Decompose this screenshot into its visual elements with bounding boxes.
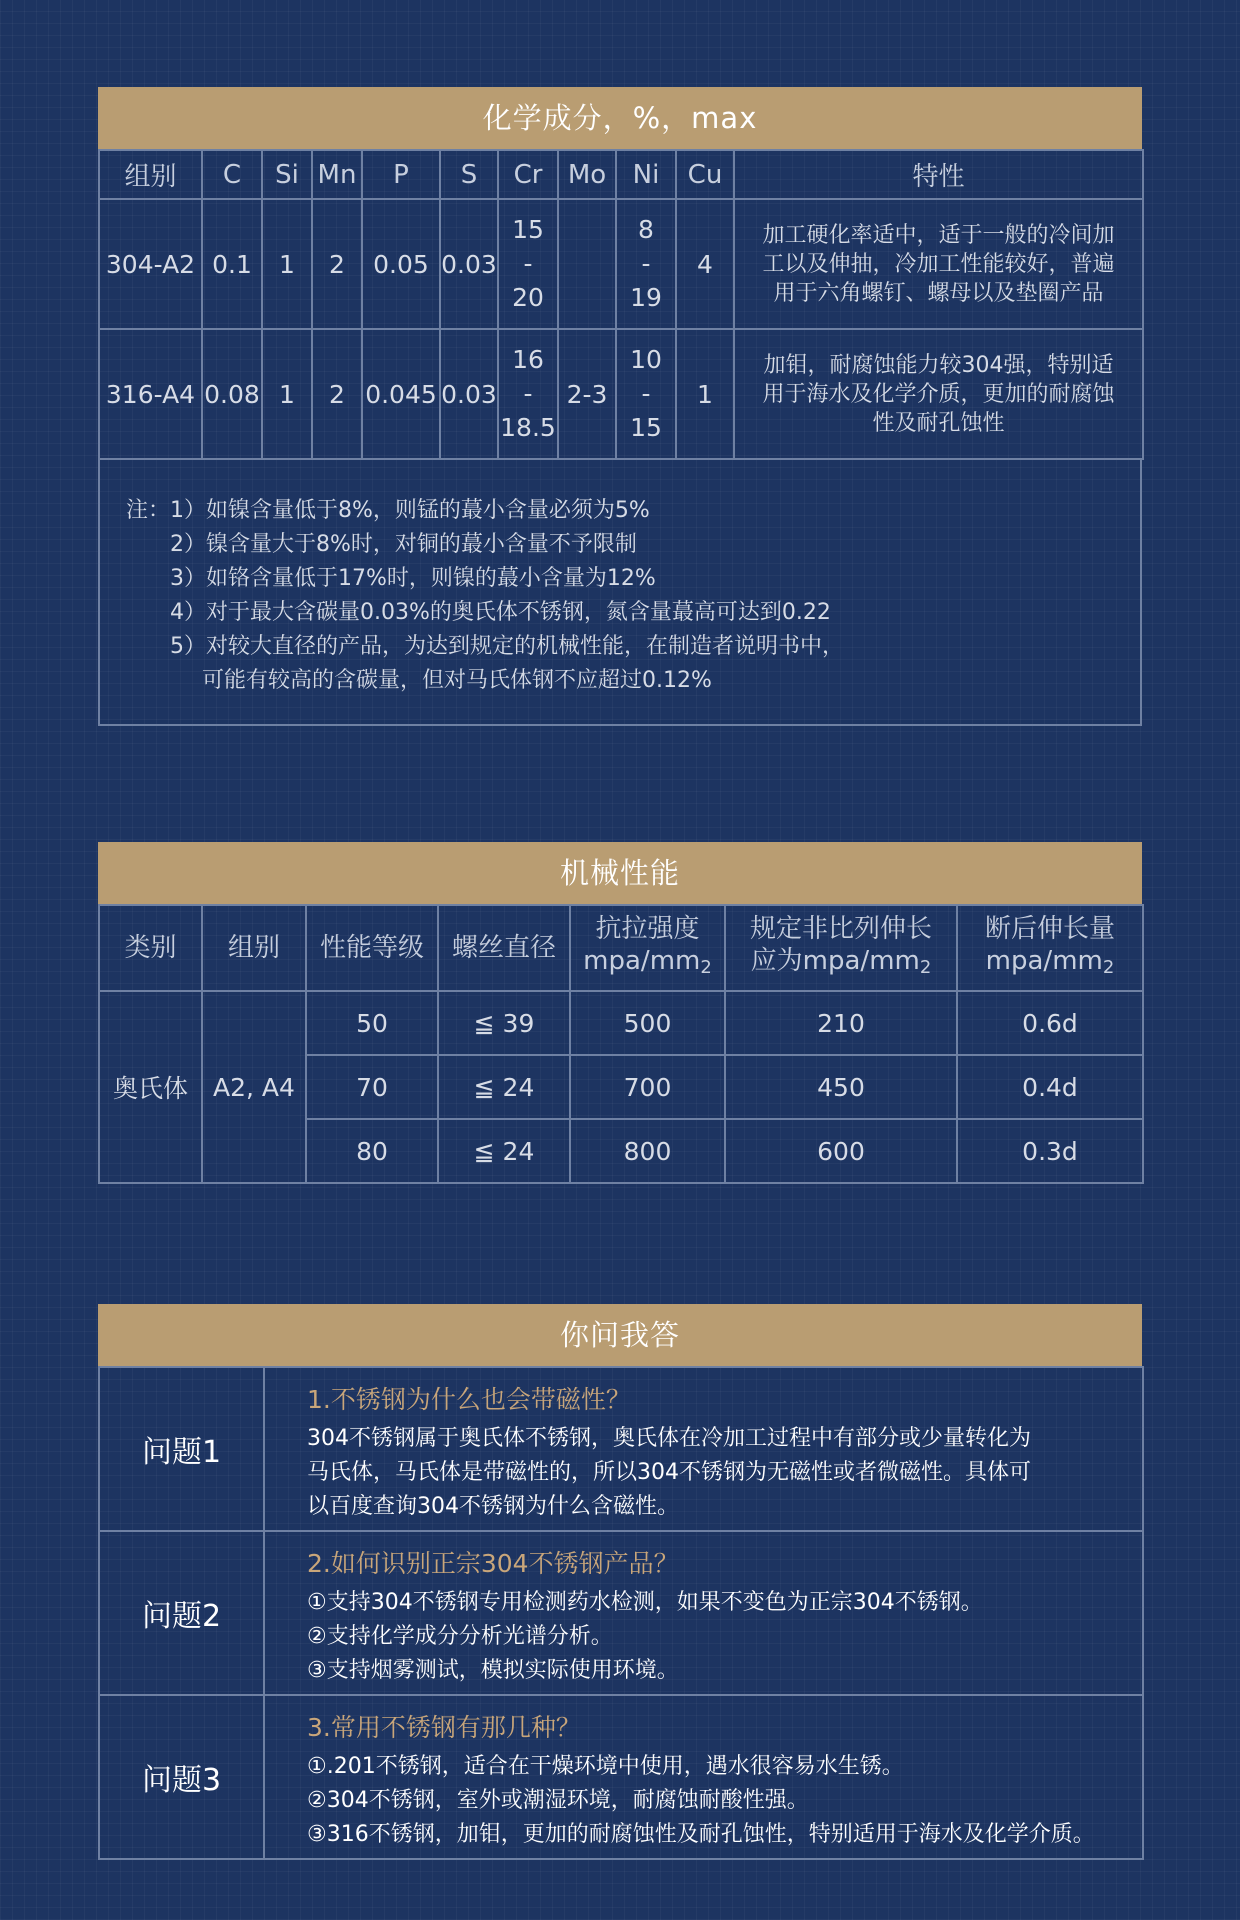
cell-cu: 1 [676, 329, 734, 459]
cell-feature: 加钼，耐腐蚀能力较304强，特别适 用于海水及化学介质，更加的耐腐蚀 性及耐孔蚀性 [734, 329, 1143, 459]
answer-line: ③支持烟雾测试，模拟实际使用环境。 [307, 1658, 679, 1683]
answer-line: 马氏体，马氏体是带磁性的，所以304不锈钢为无磁性或者微磁性。具体可 [307, 1460, 1031, 1485]
qa-row [99, 1367, 1143, 1531]
qa-row [99, 1531, 1143, 1695]
cell-grade: 50 [306, 991, 438, 1055]
cell-group: 304-A2 [99, 199, 202, 329]
cell-ni: 8 - 19 [616, 199, 676, 329]
cell-si: 1 [262, 329, 312, 459]
col-header-group: 组别 [202, 905, 306, 991]
cell-mo [558, 199, 616, 329]
cell-c: 0.08 [202, 329, 262, 459]
table-row [99, 199, 1143, 329]
question-title: 1.不锈钢为什么也会带磁性？ [307, 1385, 631, 1414]
cell-p: 0.045 [362, 329, 440, 459]
question-label: 问题2 [99, 1531, 264, 1695]
question-body [264, 1367, 1143, 1531]
col-header-elongation: 断后伸长量 mpa/$mm_2$ [957, 905, 1143, 991]
cell-mn: 2 [312, 329, 362, 459]
table-row [99, 329, 1143, 459]
mechanical-header-row [99, 905, 1143, 991]
chemical-table [98, 149, 1144, 460]
qa-row [99, 1695, 1143, 1859]
answer-line: ③316不锈钢，加钼，更加的耐腐蚀性及耐孔蚀性，特别适用于海水及化学介质。 [307, 1822, 1095, 1847]
note-line: 注：1）如镍含量低于8%，则锰的蕞小含量必须为5% [126, 494, 1140, 528]
cell-tensile: 800 [570, 1119, 725, 1183]
cell-diameter: ≦ 24 [438, 1055, 570, 1119]
col-header-mo: Mo [558, 150, 616, 199]
mechanical-section [98, 842, 1142, 1184]
cell-cu: 4 [676, 199, 734, 329]
note-line: 5）对较大直径的产品，为达到规定的机械性能，在制造者说明书中， [170, 634, 844, 659]
qa-section [98, 1304, 1142, 1860]
cell-elongation: 0.6d [957, 991, 1143, 1055]
question-body [264, 1695, 1143, 1859]
col-header-c: C [202, 150, 262, 199]
cell-diameter: ≦ 24 [438, 1119, 570, 1183]
cell-p: 0.05 [362, 199, 440, 329]
answer-line: ①支持304不锈钢专用检测药水检测，如果不变色为正宗304不锈钢。 [307, 1590, 983, 1615]
question-title: 2.如何识别正宗304不锈钢产品？ [307, 1549, 679, 1578]
cell-feature: 加工硬化率适中，适于一般的冷间加 工以及伸抽，冷加工性能较好，普遍 用于六角螺钉、螺母以及垫圈产品 [734, 199, 1143, 329]
cell-elongation: 0.3d [957, 1119, 1143, 1183]
col-header-tensile: 抗拉强度 mpa/$mm_2$ [570, 905, 725, 991]
cell-cr: 15 - 20 [498, 199, 558, 329]
col-header-group: 组别 [99, 150, 202, 199]
cell-si: 1 [262, 199, 312, 329]
mechanical-table [98, 904, 1144, 1184]
question-title: 3.常用不锈钢有那几种？ [307, 1713, 581, 1742]
col-header-si: Si [262, 150, 312, 199]
col-header-mn: Mn [312, 150, 362, 199]
cell-mn: 2 [312, 199, 362, 329]
chemical-title: 化学成分，%，max [98, 87, 1142, 149]
col-header-yield: 规定非比列伸长 应为mpa/$mm_2$ [725, 905, 957, 991]
question-label: 问题3 [99, 1695, 264, 1859]
col-header-diameter: 螺丝直径 [438, 905, 570, 991]
note-line: 2）镍含量大于8%时，对铜的蕞小含量不予限制 [170, 532, 637, 557]
cell-s: 0.03 [440, 199, 498, 329]
cell-ni: 10 - 15 [616, 329, 676, 459]
col-header-cr: Cr [498, 150, 558, 199]
qa-table [98, 1366, 1144, 1860]
cell-diameter: ≦ 39 [438, 991, 570, 1055]
answer-line: 304不锈钢属于奥氏体不锈钢，奥氏体在冷加工过程中有部分或少量转化为 [307, 1426, 1031, 1451]
col-header-category: 类别 [99, 905, 202, 991]
qa-title: 你问我答 [98, 1304, 1142, 1366]
answer-line: ②支持化学成分分析光谱分析。 [307, 1624, 613, 1649]
cell-c: 0.1 [202, 199, 262, 329]
cell-yield: 600 [725, 1119, 957, 1183]
cell-category: 奥氏体 [99, 991, 202, 1183]
cell-grade: 70 [306, 1055, 438, 1119]
col-header-p: P [362, 150, 440, 199]
table-row [99, 991, 1143, 1055]
col-header-grade: 性能等级 [306, 905, 438, 991]
col-header-cu: Cu [676, 150, 734, 199]
col-header-s: S [440, 150, 498, 199]
cell-group: A2, A4 [202, 991, 306, 1183]
cell-yield: 210 [725, 991, 957, 1055]
question-body [264, 1531, 1143, 1695]
cell-tensile: 500 [570, 991, 725, 1055]
notes-box [98, 460, 1142, 726]
cell-yield: 450 [725, 1055, 957, 1119]
cell-elongation: 0.4d [957, 1055, 1143, 1119]
col-header-feature: 特性 [734, 150, 1143, 199]
note-line: 可能有较高的含碳量，但对马氏体钢不应超过0.12% [202, 668, 712, 693]
cell-s: 0.03 [440, 329, 498, 459]
note-line: 4）对于最大含碳量0.03%的奥氏体不锈钢，氮含量蕞高可达到0.22 [170, 600, 831, 625]
cell-group: 316-A4 [99, 329, 202, 459]
answer-line: ②304不锈钢，室外或潮湿环境，耐腐蚀耐酸性强。 [307, 1788, 809, 1813]
cell-tensile: 700 [570, 1055, 725, 1119]
answer-line: ①.201不锈钢，适合在干燥环境中使用，遇水很容易水生锈。 [307, 1754, 904, 1779]
chemical-composition-section [98, 87, 1142, 726]
mechanical-title: 机械性能 [98, 842, 1142, 904]
chemical-header-row [99, 150, 1143, 199]
col-header-ni: Ni [616, 150, 676, 199]
answer-line: 以百度查询304不锈钢为什么含磁性。 [307, 1494, 679, 1519]
cell-grade: 80 [306, 1119, 438, 1183]
question-label: 问题1 [99, 1367, 264, 1531]
note-line: 3）如铬含量低于17%时，则镍的蕞小含量为12% [170, 566, 656, 591]
cell-mo: 2-3 [558, 329, 616, 459]
note-prefix: 注： [126, 498, 171, 523]
cell-cr: 16 - 18.5 [498, 329, 558, 459]
